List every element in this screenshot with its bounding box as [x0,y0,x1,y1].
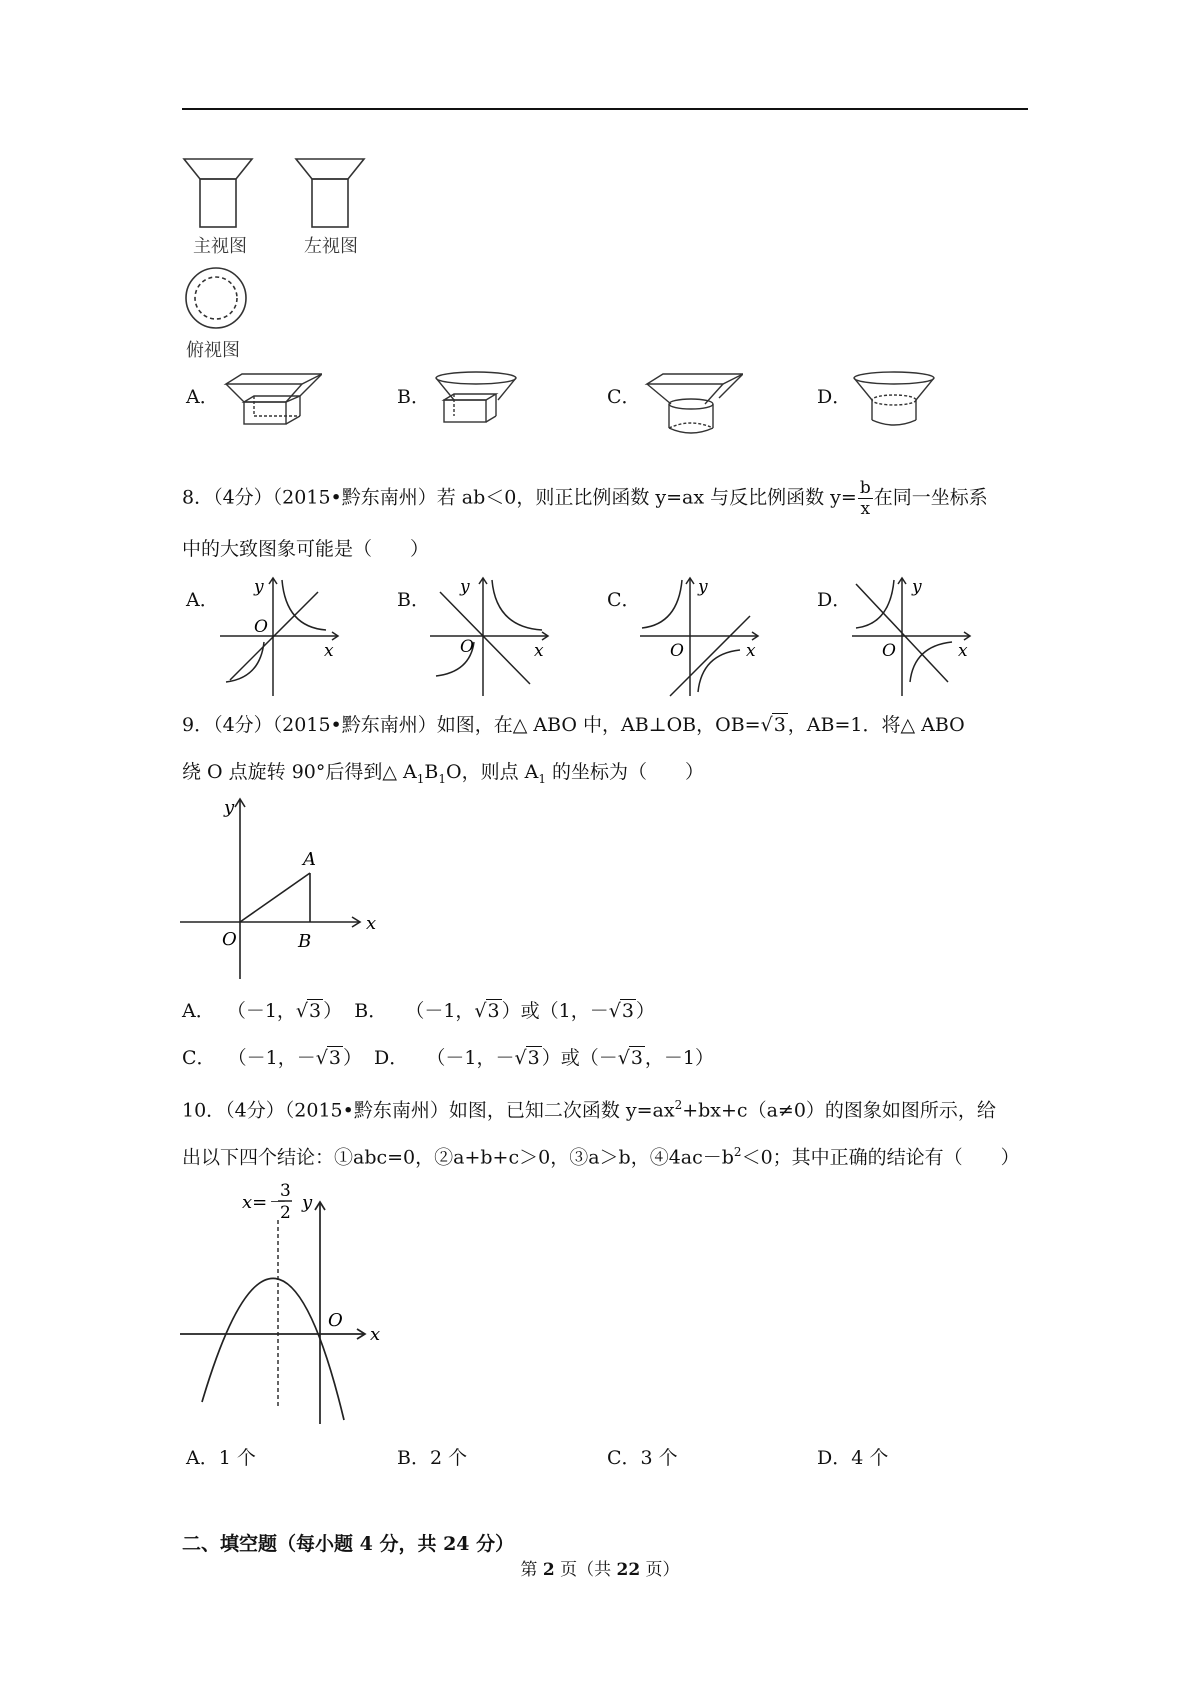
q8-graph-d [852,572,982,697]
q9-origin: O [222,929,237,950]
q9-point-b: B [298,931,312,952]
q9-option-a[interactable] [182,1000,342,1022]
q9-option-a-label: A． [182,1000,215,1022]
q7-option-d-solid [850,370,940,430]
q9-option-c-label: C． [182,1047,216,1069]
q9-sqrt3-value: 3 [773,714,786,736]
q9-y-label: y [224,797,235,818]
q9-options-row1 [182,999,655,1023]
q9-stem-line2 [182,760,704,791]
q8-stem-line2: 中的大致图象可能是（ ） [182,538,430,560]
q10-option-d[interactable]: D．4 个 [817,1447,889,1469]
q10-parabola-figure [180,1180,400,1430]
q9-option-b-text2: ）或（1，－ [501,1000,609,1022]
q8-option-a-label[interactable]: A． [186,589,219,611]
q8a-y-label: y [254,577,264,597]
q9-option-d-sqrt1-value: 3 [527,1047,540,1069]
q9-option-b[interactable] [354,1000,655,1022]
q9-option-d-sqrt2: √3 [617,1047,643,1069]
q10-axis-equation: x=－ [242,1192,286,1213]
q8c-origin-label: O [670,641,684,661]
q9-option-c-sqrt-value: 3 [328,1047,341,1069]
q9-figure [180,795,390,980]
q10-sup-b: 2 [733,1145,742,1159]
front-view-label: 主视图 [193,236,247,257]
q9-stem-line1 [182,713,965,737]
q10-origin: O [328,1310,343,1331]
q9-option-a-text1: （－1， [226,1000,296,1022]
q10-text-d: ＜0；其中正确的结论有（ ） [741,1146,1020,1169]
q8b-x-label: x [534,641,544,661]
q8-stem-suffix: 在同一坐标系 [873,486,988,509]
q9-stem-text: 9．（4分）（2015•黔东南州）如图，在△ ABO 中，AB⊥OB，OB= [182,714,761,736]
q9-options-row2 [182,1046,714,1070]
footer-total-pages: 22 [616,1560,641,1580]
q8c-x-label: x [746,641,756,661]
section-2-heading: 二、填空题（每小题 4 分，共 24 分） [182,1533,515,1555]
q9-option-c-sqrt: √3 [315,1047,341,1069]
q8a-origin-label: O [254,617,268,637]
q8-option-d-label[interactable]: D． [817,589,852,611]
q9-option-b-sqrt2: √3 [608,1000,634,1022]
q9-option-c[interactable] [182,1047,362,1069]
q10-text-c: 出以下四个结论：①abc=0，②a+b+c＞0，③a＞b，④4ac－b [182,1146,734,1169]
q8-stem-line1 [182,478,988,519]
q7-option-a-label[interactable]: A． [186,386,219,408]
q9-option-d-text2: ）或（－ [541,1047,618,1069]
q10-stem-line2 [182,1140,1020,1169]
q9-option-d-label: D． [374,1047,409,1069]
q9-option-a-sqrt-value: 3 [309,1000,322,1022]
q7-option-a-solid [222,370,322,430]
footer-mid: 页（共 [554,1560,617,1580]
q9-option-b-sqrt1: √3 [474,1000,500,1022]
q9-option-b-label: B． [354,1000,388,1022]
q9-option-a-text2: ） [323,1000,343,1022]
q8d-y-label: y [912,577,922,597]
q8a-x-label: x [324,641,334,661]
q7-option-b-label[interactable]: B． [397,386,430,408]
q9-option-c-text2: ） [342,1047,362,1069]
q9-text-a: 绕 O 点旋转 90°后得到△ A [182,761,417,783]
q8-stem-text: 8．（4分）（2015•黔东南州）若 ab＜0，则正比例函数 y=ax 与反比例函数 y= [182,486,857,509]
q9-sqrt3: √3 [760,714,786,736]
q10-text-b: +bx+c（a≠0）的图象如图所示，给 [682,1099,996,1122]
q8-graph-b [430,572,560,697]
q10-option-b[interactable]: B．2 个 [397,1447,468,1469]
q10-option-c[interactable]: C．3 个 [607,1447,678,1469]
q9-sub1: 1 [416,771,425,786]
q9-option-b-text3: ） [635,1000,655,1022]
q9-option-c-text1: （－1，－ [227,1047,316,1069]
q9-option-b-sqrt1-value: 3 [487,1000,500,1022]
q8b-y-label: y [460,577,470,597]
top-view-figure [186,268,246,328]
q8-frac-den: x [860,499,871,519]
q9-stem-text-b: ，AB=1．将△ ABO [787,714,965,736]
q10-axis-num: 3 [280,1181,291,1201]
q8-graph-c [640,572,770,697]
front-view-figure [184,159,252,227]
q8-option-b-label[interactable]: B． [397,589,430,611]
q9-text-c: O，则点 A [446,761,539,783]
q7-option-d-label[interactable]: D． [817,386,852,408]
q9-option-d[interactable] [374,1047,714,1069]
q8b-origin-label: O [460,637,474,657]
q9-option-d-text3: ，－1） [644,1047,715,1069]
q9-sub2: 1 [438,771,446,786]
top-view-label: 俯视图 [186,340,240,361]
q9-x-label: x [366,913,377,934]
q10-axis-den: 2 [280,1203,291,1223]
q9-sub3: 1 [538,771,546,786]
footer-pre: 第 [520,1560,543,1580]
footer-page-number: 2 [542,1560,555,1580]
q7-option-c-solid [643,370,743,444]
q10-x-label: x [370,1324,381,1345]
q8d-origin-label: O [882,641,896,661]
q8-frac-num: b [859,478,871,498]
left-view-figure [296,159,364,227]
q9-option-b-sqrt2-value: 3 [621,1000,634,1022]
q10-sup: 2 [674,1098,683,1112]
left-view-label: 左视图 [304,236,358,257]
q9-option-d-text1: （－1，－ [426,1047,515,1069]
q7-option-c-label[interactable]: C． [607,386,641,408]
page-footer [0,1555,1200,1580]
q10-y-label: y [302,1192,313,1213]
q8c-y-label: y [698,577,708,597]
q9-option-d-sqrt2-value: 3 [630,1047,643,1069]
q10-stem-line1 [182,1093,996,1122]
q7-option-b-solid [432,370,522,430]
q9-text-b: B [424,761,439,783]
q9-point-a: A [303,849,316,870]
q9-text-d: 的坐标为（ ） [545,761,705,783]
q10-option-a[interactable]: A．1 个 [186,1447,256,1469]
q8-option-c-label[interactable]: C． [607,589,641,611]
q8d-x-label: x [958,641,968,661]
q8-graph-a [220,572,350,697]
q9-option-d-sqrt1: √3 [514,1047,540,1069]
q10-text-a: 10．（4分）（2015•黔东南州）如图，已知二次函数 y=ax [182,1099,675,1122]
q8-fraction [858,478,873,519]
footer-post: 页） [640,1560,680,1580]
q9-option-a-sqrt: √3 [295,1000,322,1022]
header-rule [182,108,1028,110]
q9-option-b-text1: （－1， [405,1000,475,1022]
